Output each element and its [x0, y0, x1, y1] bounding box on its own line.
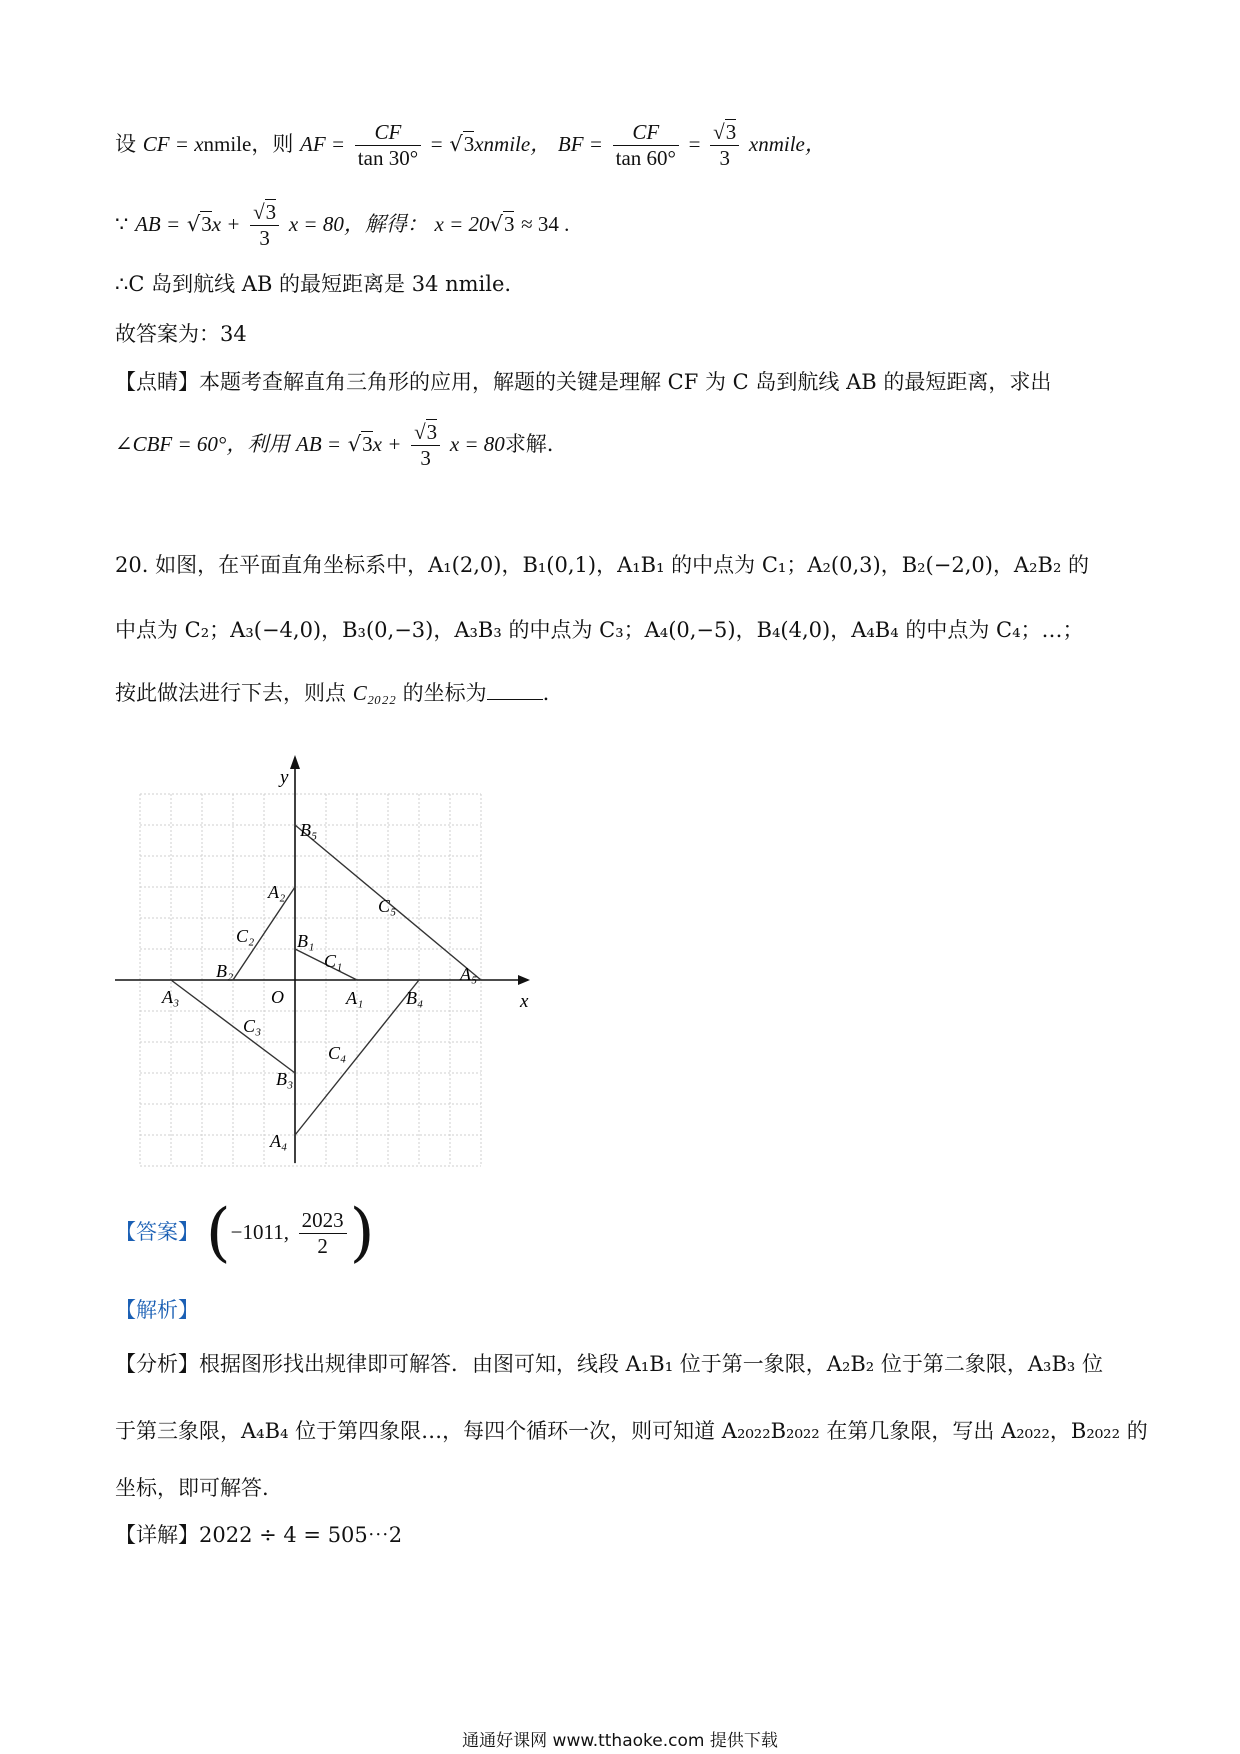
dianjing-line-2: ∠CBF = 60°，利用 AB = √3x + $\frac{√3}{3}$ x = 80求解. [115, 420, 554, 471]
label-c1: C₁ [324, 951, 343, 971]
fraction-cf-tan30: $\frac{CF}{\tan 30^\circ}$ [355, 120, 421, 171]
label-b3: B₃ [276, 1069, 294, 1089]
coordinate-svg [110, 745, 550, 1175]
text-qiujie: 求解. [504, 432, 554, 457]
fraction-cf-tan60: $\frac{CF}{\tan 60^\circ}$ [613, 120, 679, 171]
answer-fraction: $\frac{2023}{2}$ [299, 1208, 347, 1259]
label-a2: A₂ [268, 882, 286, 902]
label-b1: B₁ [297, 931, 315, 951]
right-paren: ) [349, 1196, 375, 1270]
sqrt-3: 3 [463, 132, 475, 157]
text-zuobiao: 的坐标为 [402, 681, 487, 705]
approx-34: ≈ 34 . [521, 212, 570, 237]
label-b4: B₄ [406, 988, 424, 1008]
fenxi-line-2: 于第三象限，A₄B₄ 位于第四象限…，每四个循环一次，则可知道 A₂₀₂₂B₂₀₂₂ 在第几象限，写出 A₂₀₂₂，B₂₀₂₂ 的 [115, 1419, 1148, 1443]
x-plus: x + [372, 432, 402, 457]
xiangjie-line: 【详解】2022 ÷ 4 = 505⋯2 [115, 1523, 403, 1547]
text-she: 设 [115, 132, 136, 157]
fraction-sqrt3-over-3: $\frac{√3}{3}$ [411, 420, 440, 471]
x-axis-arrow [518, 975, 530, 985]
angle-cbf: ∠CBF = 60°，利用 [115, 432, 290, 457]
text-nmile-then: nmile，则 [203, 132, 294, 157]
solution-line-1: 设 CF = xnmile，则 AF = $\frac{CF}{\tan 30^\circ}$ = √3xnmile， BF = $\frac{CF}{\tan 60^\circ}$ = $\frac{√3}{3}$ xnmile， [115, 120, 826, 171]
answer-blank [487, 681, 543, 700]
label-c4: C₄ [328, 1043, 347, 1063]
question-line-2: 中点为 C₂；A₃(−4,0)，B₃(0,−3)，A₃B₃ 的中点为 C₃；A₄(0,−5)，B₄(4,0)，A₄B₄ 的中点为 C₄；…； [115, 618, 1084, 642]
point-c2022: C₂₀₂₂ [352, 681, 396, 705]
label-c5: C₅ [378, 896, 397, 916]
text-equals-80: x = 80 [449, 432, 505, 457]
fenxi-line-1: 【分析】根据图形找出规律即可解答．由图可知，线段 A₁B₁ 位于第一象限，A₂B₂ 位于第二象限，A₃B₃ 位 [115, 1352, 1104, 1376]
label-c2: C₂ [236, 926, 255, 946]
footer: 通通好课网 www.tthaoke.com 提供下载 [462, 1731, 778, 1751]
sqrt-3: 3 [362, 432, 373, 457]
answer-line [115, 1195, 375, 1272]
label-a5: A₅ [460, 964, 478, 984]
period: . [542, 681, 550, 705]
y-axis-arrow [290, 755, 300, 769]
question-line-3 [115, 681, 549, 706]
label-axis-x: x [520, 991, 529, 1012]
x-plus: x + [211, 212, 241, 237]
text-an-ci: 按此做法进行下去，则点 [115, 681, 346, 705]
because-symbol: ∵ [115, 212, 129, 237]
fraction-sqrt3-over-3: $\frac{√3}{3}$ [710, 120, 739, 171]
expr-ab: AB = [296, 432, 342, 457]
expr-cf: CF = x [142, 132, 204, 157]
label-origin: O [271, 987, 284, 1007]
label-c3: C₃ [243, 1016, 262, 1036]
fraction-sqrt3-over-3: $\frac{√3}{3}$ [250, 200, 279, 251]
sqrt-3: 3 [503, 212, 515, 237]
expr-bf: BF = [557, 132, 603, 157]
label-a3: A₃ [162, 987, 180, 1007]
text-xnmile-2: xnmile， [748, 132, 826, 157]
solution-line-3: ∴C 岛到航线 AB 的最短距离是 34 nmile. [115, 272, 512, 296]
label-b2: B₂ [216, 961, 234, 981]
sqrt-3: 3 [201, 212, 212, 237]
text-xnmile: xnmile， [474, 132, 552, 157]
analysis-label: 【解析】 [115, 1298, 199, 1322]
label-a4: A₄ [270, 1131, 288, 1151]
coordinate-figure [110, 745, 550, 1175]
dianjing-line-1: 【点睛】本题考查解直角三角形的应用，解题的关键是理解 CF 为 C 岛到航线 AB 的最短距离，求出 [115, 370, 1052, 394]
equals: = [430, 132, 443, 157]
expr-af: AF = [300, 132, 346, 157]
expr-ab: AB = [135, 212, 181, 237]
text-equals-80: x = 80，解得： [288, 212, 428, 237]
equals: = [688, 132, 701, 157]
left-paren: ( [205, 1196, 231, 1270]
answer-x: −1011, [230, 1219, 289, 1244]
label-axis-y: y [280, 767, 289, 788]
solution-line-4: 故答案为：34 [115, 322, 247, 346]
answer-label: 【答案】 [115, 1219, 199, 1244]
solution-line-2: ∵ AB = √3x + $\frac{√3}{3}$ x = 80，解得： x = 20√3 ≈ 34 . [115, 200, 570, 251]
fenxi-line-3: 坐标，即可解答. [115, 1476, 269, 1500]
question-line-1: 20. 如图，在平面直角坐标系中，A₁(2,0)，B₁(0,1)，A₁B₁ 的中点为 C₁；A₂(0,3)，B₂(−2,0)，A₂B₂ 的 [115, 553, 1090, 577]
label-b5: B₅ [300, 820, 318, 840]
label-a1: A₁ [346, 988, 364, 1008]
expr-x: x = 20 [434, 212, 490, 237]
